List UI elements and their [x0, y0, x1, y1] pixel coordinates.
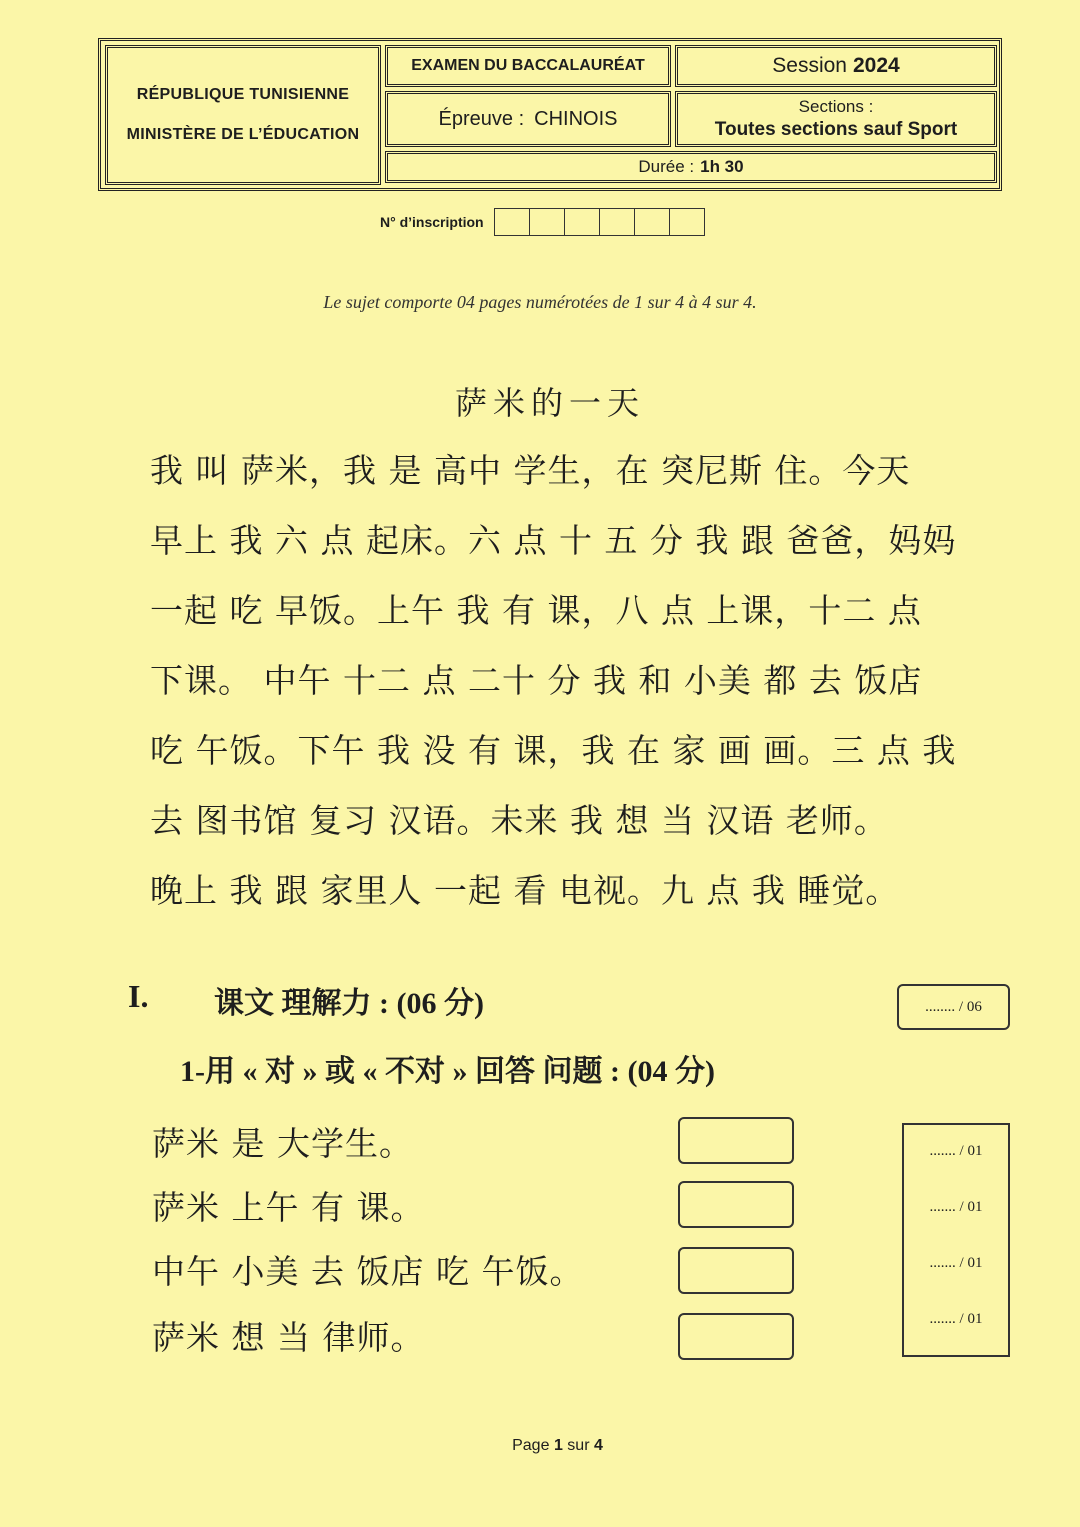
session-year: 2024	[853, 54, 900, 77]
digit-box[interactable]	[670, 209, 704, 235]
answer-box-2[interactable]	[678, 1181, 794, 1228]
sections-cell	[675, 91, 997, 147]
epreuve-value: CHINOIS	[534, 107, 618, 130]
statement-3: 中午 小美 去 饭店 吃 午饭。	[152, 1252, 584, 1291]
page-footer	[0, 1437, 1080, 1455]
session-label: Session	[772, 54, 847, 77]
section-title: 课文 理解力 : (06 分)	[214, 987, 484, 1020]
footer-page-num: 1	[553, 1437, 563, 1454]
passage-line: 早上 我 六 点 起床。六 点 十 五 分 我 跟 爸爸，妈妈	[150, 521, 957, 560]
reading-passage	[150, 448, 960, 938]
item-score-3[interactable]: ....... / 01	[929, 1255, 983, 1271]
answer-box-3[interactable]	[678, 1247, 794, 1294]
passage-line: 吃 午饭。下午 我 没 有 课，我 在 家 画 画。三 点 我	[150, 731, 957, 770]
duree-cell	[385, 151, 997, 183]
footer-page-label: Page	[512, 1437, 550, 1454]
digit-box[interactable]	[530, 209, 565, 235]
session-cell	[675, 45, 997, 87]
footer-sur: sur	[567, 1437, 590, 1454]
exam-cell	[385, 45, 671, 87]
exam-text: EXAMEN DU BACCALAURÉAT	[411, 57, 645, 74]
page-count-note: Le sujet comporte 04 pages numérotées de 1 sur 4 à 4 sur 4.	[323, 292, 757, 312]
item-score-1[interactable]: ....... / 01	[929, 1143, 983, 1159]
statement-4: 萨米 想 当 律师。	[152, 1318, 425, 1357]
digit-box[interactable]	[600, 209, 635, 235]
statement-2: 萨米 上午 有 课。	[152, 1188, 425, 1227]
inscription-boxes[interactable]	[494, 208, 705, 236]
republic-text: RÉPUBLIQUE TUNISIENNE	[136, 86, 350, 103]
inscription-label: N° d’inscription	[380, 214, 484, 230]
passage-line: 我 叫 萨米，我 是 高中 学生，在 突尼斯 住。今天	[150, 451, 911, 490]
item-score-4[interactable]: ....... / 01	[929, 1311, 983, 1327]
epreuve-cell	[385, 91, 671, 147]
duree-label: Durée :	[638, 157, 695, 176]
passage-title: 萨米的一天	[454, 384, 645, 422]
section-score-box[interactable]: ........ / 06	[897, 984, 1010, 1030]
header-table	[98, 38, 1002, 191]
passage-line: 晚上 我 跟 家里人 一起 看 电视。九 点 我 睡觉。	[150, 871, 900, 910]
digit-box[interactable]	[495, 209, 530, 235]
epreuve-label: Épreuve :	[438, 107, 525, 130]
item-score-column	[902, 1123, 1010, 1357]
ministry-cell	[105, 45, 381, 185]
section-number: I.	[128, 978, 149, 1014]
passage-line: 一起 吃 早饭。上午 我 有 课，八 点 上课，十二 点	[150, 591, 922, 630]
sections-label: Sections :	[798, 97, 874, 116]
ministry-text: MINISTÈRE DE L’ÉDUCATION	[126, 126, 360, 143]
passage-line: 下课。 中午 十二 点 二十 分 我 和 小美 都 去 饭店	[150, 661, 923, 700]
digit-box[interactable]	[635, 209, 670, 235]
inscription-row	[380, 208, 705, 236]
duree-value: 1h 30	[700, 157, 744, 176]
answer-box-1[interactable]	[678, 1117, 794, 1164]
digit-box[interactable]	[565, 209, 600, 235]
question-1-title: 1-用 « 对 » 或 « 不对 » 回答 问题 : (04 分)	[180, 1055, 715, 1088]
footer-page-total: 4	[593, 1437, 603, 1454]
sections-value: Toutes sections sauf Sport	[714, 119, 958, 140]
statement-1: 萨米 是 大学生。	[152, 1124, 413, 1163]
item-score-2[interactable]: ....... / 01	[929, 1199, 983, 1215]
answer-box-4[interactable]	[678, 1313, 794, 1360]
passage-line: 去 图书馆 复习 汉语。未来 我 想 当 汉语 老师。	[150, 801, 888, 840]
